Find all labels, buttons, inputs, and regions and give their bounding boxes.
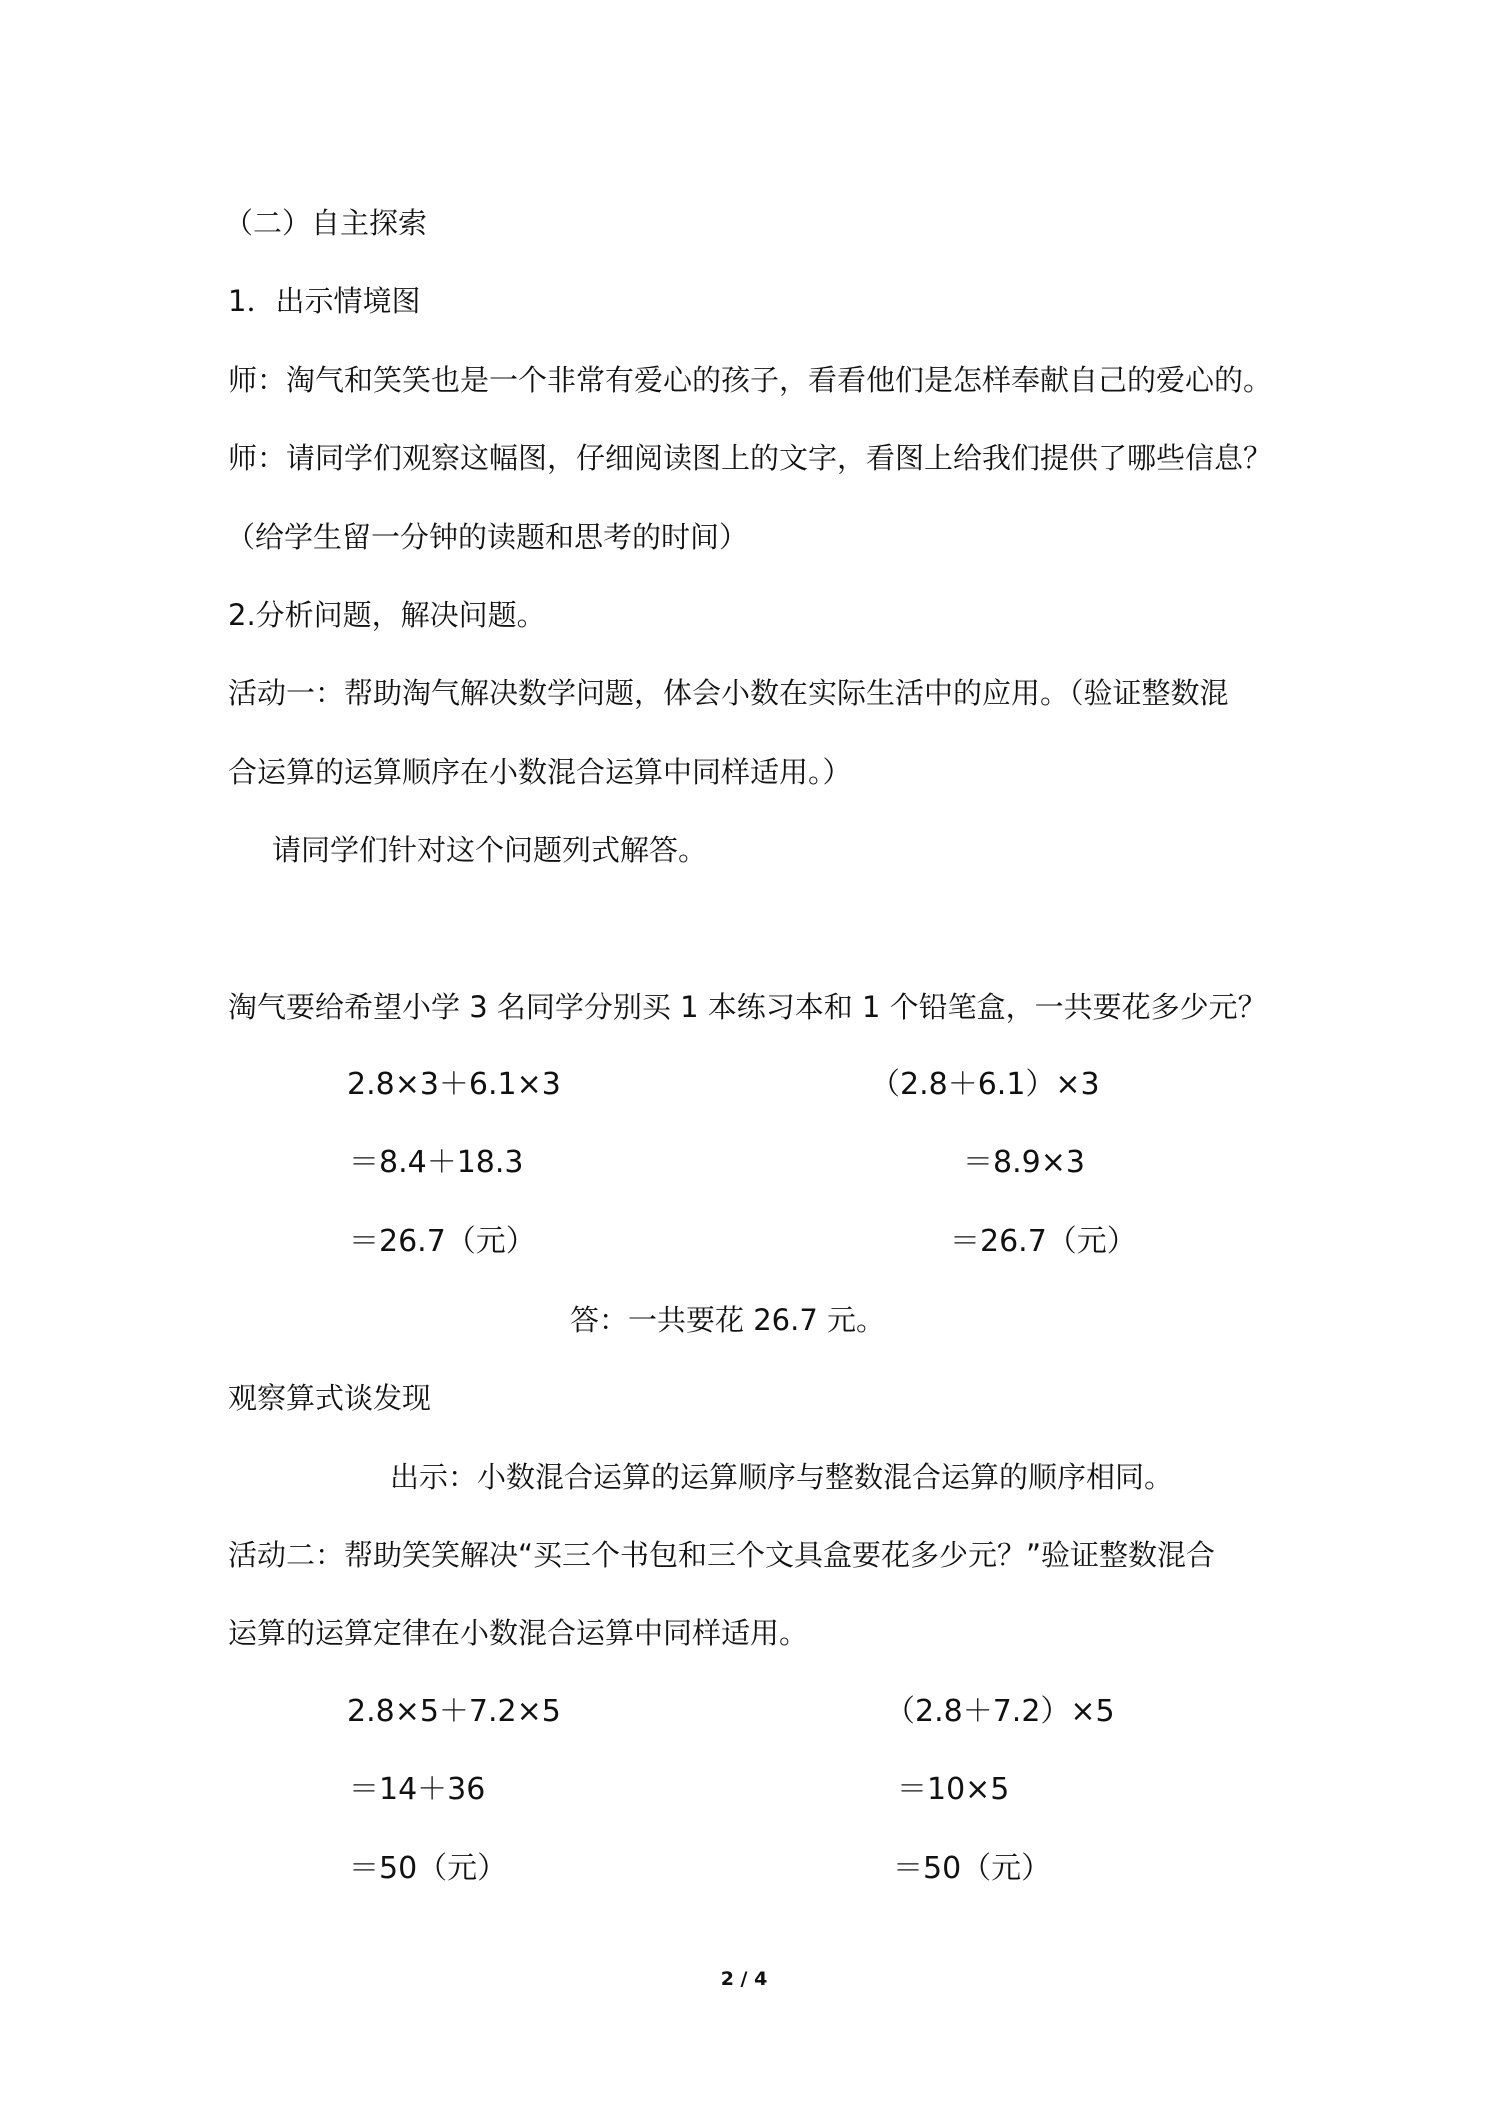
calc-1-right-row-1: （2.8＋6.1）×3 [870, 1067, 1100, 1102]
calc-1-left-row-3: ＝26.7（元） [349, 1224, 536, 1259]
calc-1-right-row-3: ＝26.7（元） [950, 1224, 1137, 1259]
instruction-line: 请同学们针对这个问题列式解答。 [272, 833, 708, 867]
calc-2-left-row-1: 2.8×5＋7.2×5 [347, 1694, 561, 1729]
page-number: 2 / 4 [720, 1968, 768, 1990]
activity-1-line-2: 合运算的运算顺序在小数混合运算中同样适用。） [228, 755, 852, 789]
calc-1-right-row-2: ＝8.9×3 [963, 1145, 1085, 1180]
activity-2-line-2: 运算的运算定律在小数混合运算中同样适用。 [228, 1616, 809, 1650]
teacher-line-2: 师：请同学们观察这幅图，仔细阅读图上的文字，看图上给我们提供了哪些信息？ [228, 441, 1273, 475]
activity-2-line-1: 活动二：帮助笑笑解决“买三个书包和三个文具盒要花多少元？”验证整数混合 [228, 1538, 1216, 1572]
teacher-line-1: 师：淘气和笑笑也是一个非常有爱心的孩子，看看他们是怎样奉献自己的爱心的。 [228, 363, 1273, 397]
calc-2-right-row-2: ＝10×5 [897, 1772, 1010, 1807]
calc-2-right-row-1: （2.8＋7.2）×5 [885, 1694, 1115, 1729]
conclusion-line: 出示：小数混合运算的运算顺序与整数混合运算的顺序相同。 [390, 1460, 1174, 1494]
calc-2-right-row-3: ＝50（元） [893, 1851, 1052, 1886]
section-heading: （二）自主探索 [224, 206, 428, 240]
step-1-heading: 1．出示情境图 [228, 284, 421, 318]
calc-1-left-row-2: ＝8.4＋18.3 [349, 1145, 524, 1180]
note-line: （给学生留一分钟的读题和思考的时间） [226, 520, 749, 554]
calc-2-left-row-2: ＝14＋36 [349, 1772, 486, 1807]
activity-1-line-1: 活动一：帮助淘气解决数学问题，体会小数在实际生活中的应用。（验证整数混 [228, 676, 1229, 710]
problem-1: 淘气要给希望小学 3 名同学分别买 1 本练习本和 1 个铅笔盒，一共要花多少元？ [228, 990, 1267, 1024]
calc-1-left-row-1: 2.8×3＋6.1×3 [347, 1067, 561, 1102]
observe-heading: 观察算式谈发现 [228, 1381, 432, 1415]
calc-2-left-row-3: ＝50（元） [349, 1851, 508, 1886]
answer-1: 答：一共要花 26.7 元。 [570, 1303, 886, 1337]
step-2-heading: 2.分析问题，解决问题。 [228, 598, 546, 632]
